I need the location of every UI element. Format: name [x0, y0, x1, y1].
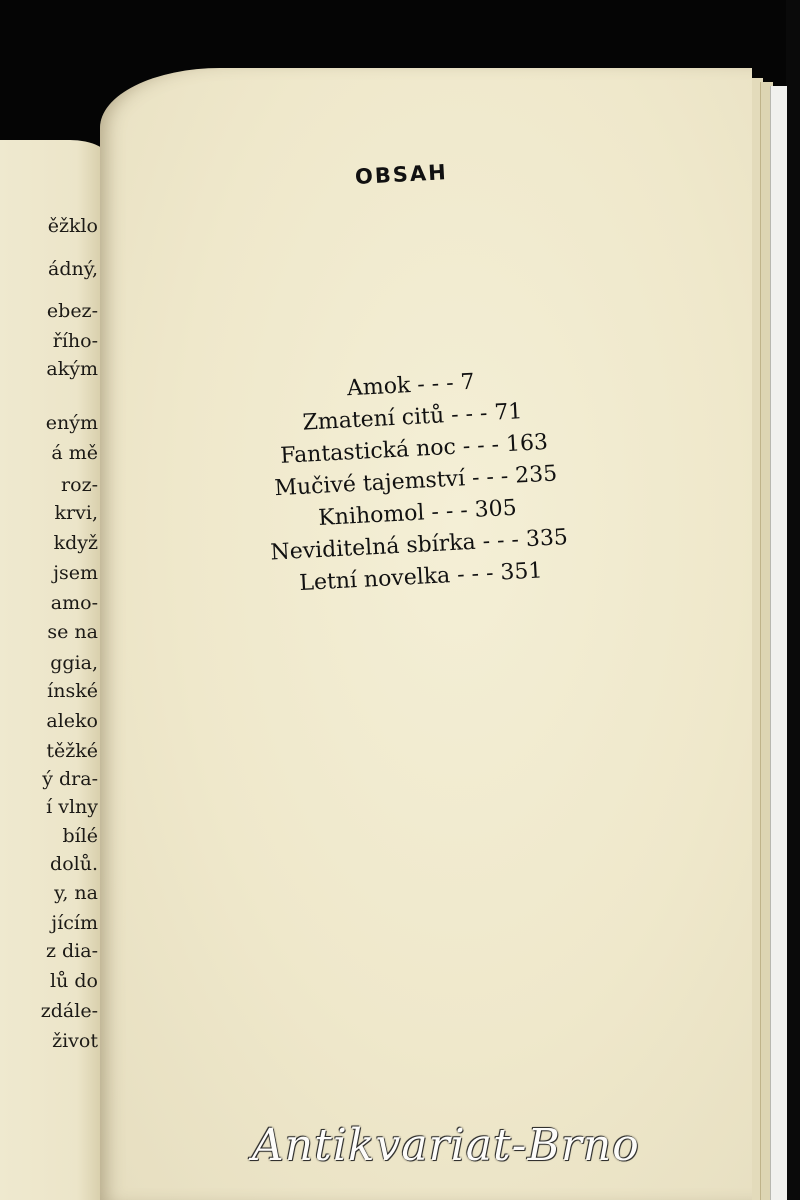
background-edge — [786, 0, 800, 1200]
toc-entry: Mučivé tajemství - - - 235 — [273, 461, 558, 502]
toc-entry: Fantastická noc - - - 163 — [279, 429, 549, 469]
page-title: OBSAH — [354, 160, 449, 189]
left-page-line: z dia- — [45, 940, 98, 962]
left-page-line: jícím — [51, 912, 98, 934]
table-of-contents — [260, 362, 571, 601]
toc-entry: Knihomol - - - 305 — [317, 495, 518, 531]
left-page-line: dolů. — [50, 853, 98, 875]
left-page-line: ý dra- — [42, 768, 98, 790]
left-page-line: život — [52, 1030, 98, 1052]
left-page-line: ádný, — [48, 258, 98, 280]
toc-entry: Amok - - - 7 — [346, 369, 476, 402]
left-page-line: jsem — [53, 562, 98, 584]
right-page — [100, 68, 752, 1200]
left-page-line: ggia, — [50, 652, 98, 674]
left-page-line: eným — [45, 412, 98, 434]
left-page-line: á mě — [51, 442, 98, 464]
left-page — [0, 140, 110, 1200]
left-page-line: y, na — [54, 882, 98, 904]
left-page-line: ěžklo — [47, 215, 98, 237]
left-page-line: amo- — [50, 592, 98, 614]
left-page-line: í vlny — [46, 796, 98, 818]
left-page-line: těžké — [46, 740, 98, 762]
left-page-line: roz- — [61, 474, 98, 496]
left-page-line: akým — [46, 358, 98, 380]
left-page-line: bílé — [62, 825, 98, 847]
left-page-line: lů do — [50, 970, 98, 992]
left-page-line: ebez- — [46, 300, 98, 322]
toc-entry: Letní novelka - - - 351 — [298, 558, 543, 597]
left-page-line: když — [53, 532, 98, 554]
left-page-line: řího- — [52, 330, 98, 352]
left-page-line: aleko — [46, 710, 98, 732]
cover-edge — [770, 86, 787, 1200]
toc-entry: Zmatení citů - - - 71 — [301, 399, 523, 436]
watermark: Antikvariat-Brno — [252, 1120, 640, 1171]
toc-entry: Neviditelná sbírka - - - 335 — [269, 524, 569, 566]
left-page-line: se na — [47, 621, 98, 643]
left-page-line: krvi, — [54, 502, 98, 524]
left-page-line: zdále- — [40, 1000, 98, 1022]
left-page-line: ínské — [47, 680, 98, 702]
